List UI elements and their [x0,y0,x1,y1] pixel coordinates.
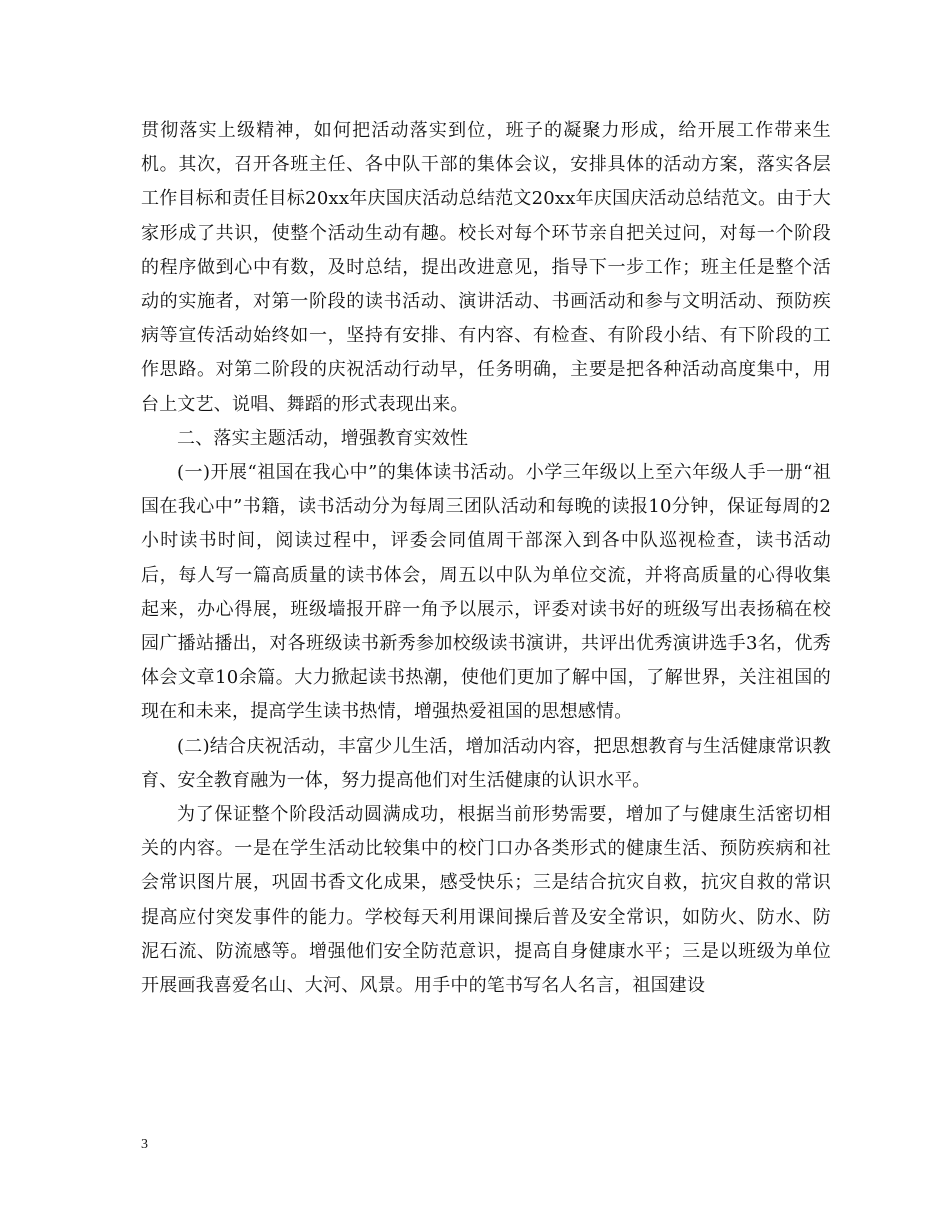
page-number: 3 [141,1137,148,1152]
paragraph-health-activity: 为了保证整个阶段活动圆满成功，根据当前形势需要，增加了与健康生活密切相关的内容。一是在学生活动比较集中的校门口办各类形式的健康生活、预防疾病和社会常识图片展，巩固书香文化成果，感受快乐；三是结合抗灾自救，抗灾自救的常识提高应付突发事件的能力。学校每天利用课间操后普及安全常识，如防火、防水、防泥石流、防流感等。增强他们安全防范意识，提高自身健康水平；三是以班级为单位开展画我喜爱名山、大河、风景。用手中的笔书写名人名言，祖国建设 [141,804,831,997]
paragraph-continuation: 贯彻落实上级精神，如何把活动落实到位，班子的凝聚力形成，给开展工作带来生机。其次，召开各班主任、各中队干部的集体会议，安排具体的活动方案，落实各层工作目标和责任目标20xx年庆国庆活动总结范文20xx年庆国庆活动总结范文。由于大家形成了共识，使整个活动生动有趣。校长对每个环节亲自把关过问，对每一个阶段的程序做到心中有数，及时总结，提出改进意见，指导下一步工作；班主任是整个活动的实施者，对第一阶段的读书活动、演讲活动、书画活动和参与文明活动、预防疾病等宣传活动始终如一，坚持有安排、有内容、有检查、有阶段小结、有下阶段的工作思路。对第二阶段的庆祝活动行动早，任务明确，主要是把各种活动高度集中，用台上文艺、说唱、舞蹈的形式表现出来。 [141,120,831,415]
paragraph-reading-activity: (一)开展“祖国在我心中”的集体读书活动。小学三年级以上至六年级人手一册“祖国在我心中”书籍，读书活动分为每周三团队活动和每晚的读报10分钟，保证每周的2小时读书时间，阅读过程中，评委会同值周干部深入到各中队巡视检查，读书活动后，每人写一篇高质量的读书体会，周五以中队为单位交流，并将高质量的心得收集起来，办心得展，班级墙报开辟一角予以展示，评委对读书好的班级写出表扬稿在校园广播站播出，对各班级读书新秀参加校级读书演讲，共评出优秀演讲选手3名，优秀体会文章10余篇。大力掀起读书热潮，使他们更加了解中国，了解世界，关注祖国的现在和未来，提高学生读书热情，增强热爱祖国的思想感情。 [141,462,831,723]
document-body [141,114,831,1003]
section-heading: 二、落实主题活动，增强教育实效性 [177,427,469,449]
paragraph-celebration-activity: (二)结合庆祝活动，丰富少儿生活，增加活动内容，把思想教育与生活健康常识教育、安全教育融为一体，努力提高他们对生活健康的认识水平。 [141,735,831,791]
